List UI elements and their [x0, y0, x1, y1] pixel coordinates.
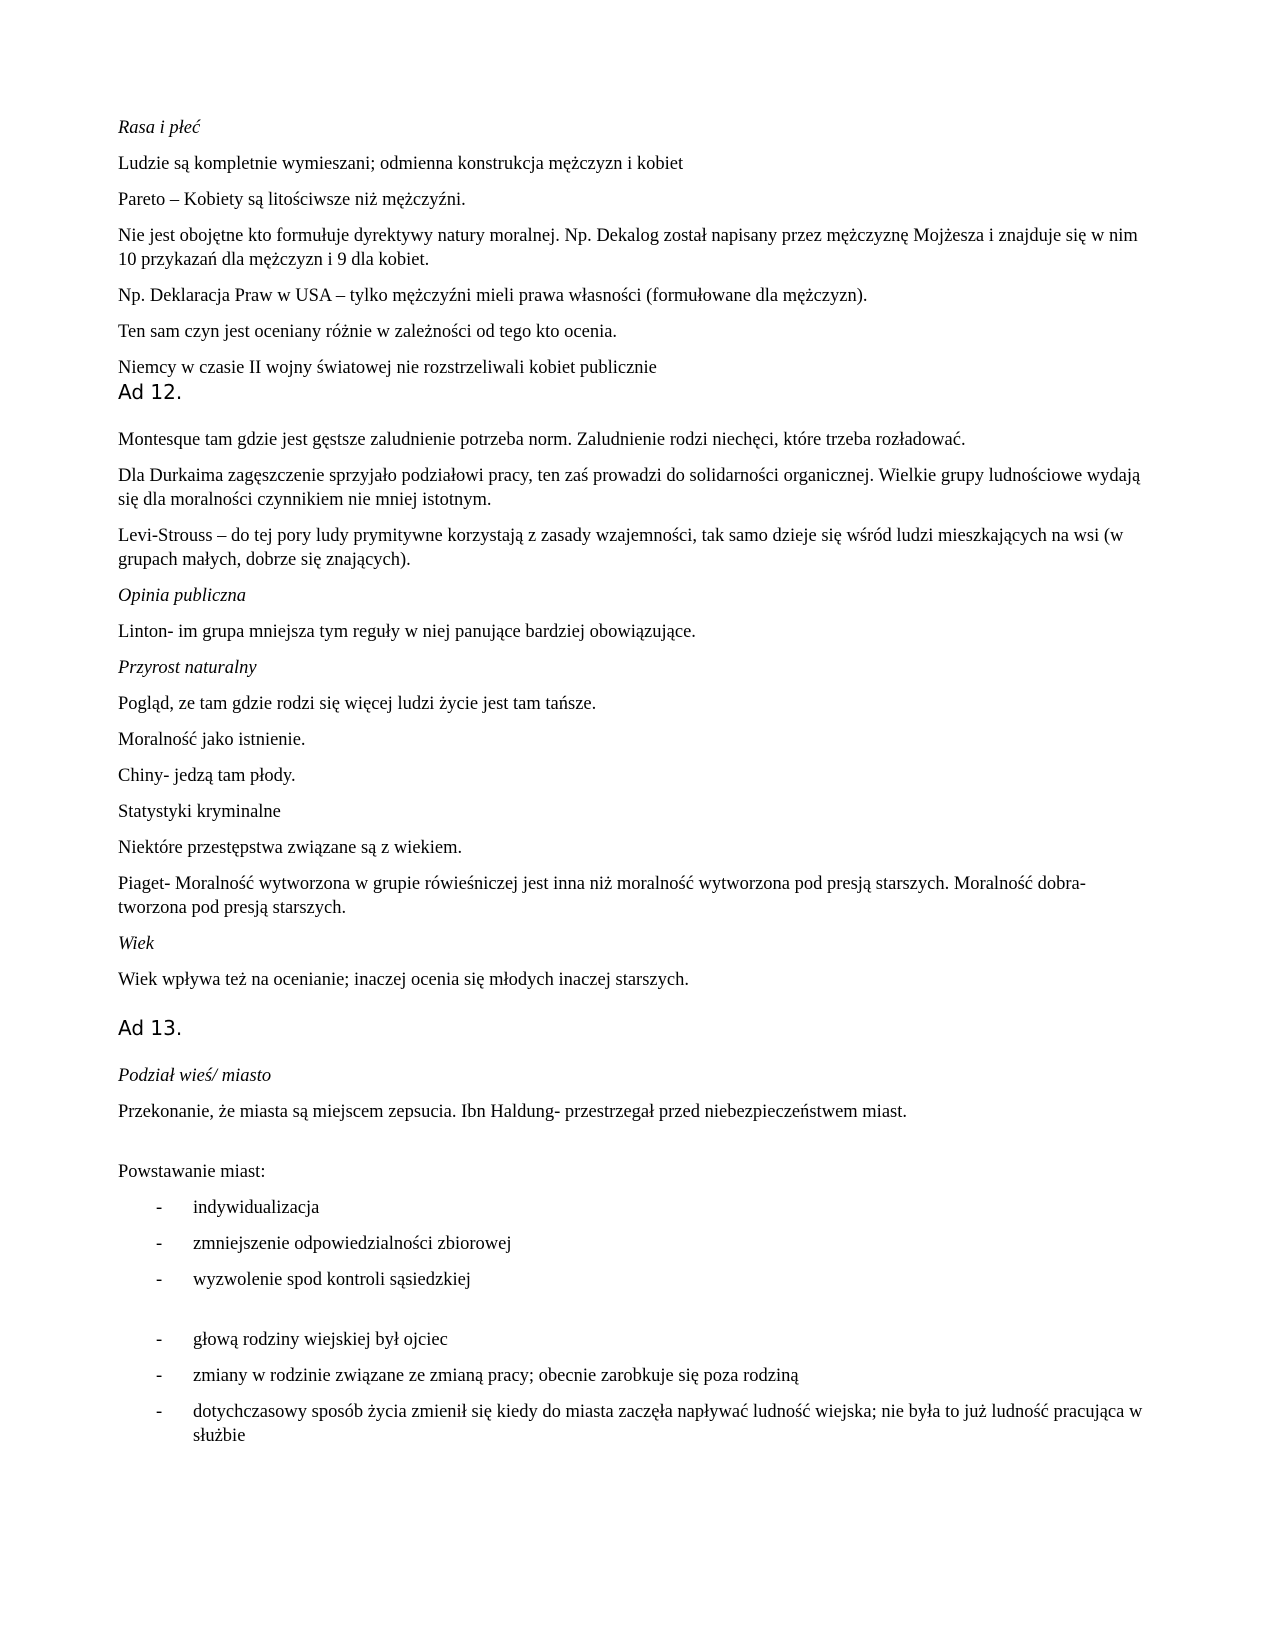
dash-bullet: - — [156, 1366, 163, 1386]
spacer — [118, 1040, 1158, 1064]
dash-bullet: - — [156, 1402, 163, 1422]
paragraph-powstawanie-miast: Powstawanie miast: — [118, 1162, 266, 1182]
paragraph: Levi-Strouss – do tej pory ludy prymitywne korzystają z zasady wzajemności, tak samo dzieje się wśród ludzi mieszkających na wsi (w grupach małych, dobrze się znających). — [118, 526, 1124, 570]
document-page — [118, 116, 1158, 1460]
list-item-text: głową rodziny wiejskiej był ojciec — [193, 1330, 448, 1350]
dash-bullet: - — [156, 1270, 163, 1290]
paragraph: Dla Durkaima zagęszczenie sprzyjało podziałowi pracy, ten zaś prowadzi do solidarności organicznej. Wielkie grupy ludnościowe wydają się dla moralności czynnikiem nie mniej istotnym. — [118, 466, 1141, 510]
paragraph: Przekonanie, że miasta są miejscem zepsucia. Ibn Haldung- przestrzegał przed niebezpieczeństwem miast. — [118, 1102, 907, 1122]
list-item-text: zmiany w rodzinie związane ze zmianą pracy; obecnie zarobkuje się poza rodziną — [193, 1366, 799, 1386]
paragraph: Chiny- jedzą tam płody. — [118, 766, 296, 786]
heading-ad-13: Ad 13. — [118, 1016, 183, 1040]
paragraph: Wiek wpływa też na ocenianie; inaczej ocenia się młodych inaczej starszych. — [118, 970, 689, 990]
list-item-text: wyzwolenie spod kontroli sąsiedzkiej — [193, 1270, 471, 1290]
subheading-statystyki-kryminalne: Statystyki kryminalne — [118, 802, 281, 822]
paragraph: Ten sam czyn jest oceniany różnie w zależności od tego kto ocenia. — [118, 322, 618, 342]
spacer — [118, 404, 1158, 428]
paragraph: Niektóre przestępstwa związane są z wiekiem. — [118, 838, 463, 858]
paragraph: Moralność jako istnienie. — [118, 730, 306, 750]
paragraph: Np. Deklaracja Praw w USA – tylko mężczyźni mieli prawa własności (formułowane dla mężczyzn). — [118, 286, 868, 306]
list-item — [118, 1232, 1158, 1256]
bullet-list-1 — [118, 1196, 1158, 1292]
subheading-wiek: Wiek — [118, 934, 154, 954]
paragraph: Montesque tam gdzie jest gęstsze zaludnienie potrzeba norm. Zaludnienie rodzi niechęci, które trzeba rozładować. — [118, 430, 966, 450]
heading-ad-12: Ad 12. — [118, 380, 183, 404]
list-item — [118, 1328, 1158, 1352]
bullet-list-2 — [118, 1328, 1158, 1448]
spacer — [118, 1136, 1158, 1160]
paragraph: Pareto – Kobiety są litościwsze niż mężczyźni. — [118, 190, 466, 210]
list-item — [118, 1268, 1158, 1292]
paragraph: Niemcy w czasie II wojny światowej nie rozstrzeliwali kobiet publicznie — [118, 358, 657, 378]
list-item-text: dotychczasowy sposób życia zmienił się kiedy do miasta zaczęła napływać ludność wiejska; nie była to już ludność pracująca w służbie — [193, 1402, 1143, 1446]
dash-bullet: - — [156, 1330, 163, 1350]
subheading-rasa-i-plec: Rasa i płeć — [118, 118, 201, 138]
list-item-text: zmniejszenie odpowiedzialności zbiorowej — [193, 1234, 512, 1254]
list-item — [118, 1196, 1158, 1220]
dash-bullet: - — [156, 1234, 163, 1254]
dash-bullet: - — [156, 1198, 163, 1218]
list-item — [118, 1400, 1158, 1448]
list-item-text: indywidualizacja — [193, 1198, 320, 1218]
paragraph: Piaget- Moralność wytworzona w grupie rówieśniczej jest inna niż moralność wytworzona pod presją starszych. Moralność dobra- tworzona pod presją starszych. — [118, 874, 1086, 918]
paragraph: Linton- im grupa mniejsza tym reguły w niej panujące bardziej obowiązujące. — [118, 622, 696, 642]
subheading-przyrost-naturalny: Przyrost naturalny — [118, 658, 257, 678]
paragraph: Ludzie są kompletnie wymieszani; odmienna konstrukcja mężczyzn i kobiet — [118, 154, 684, 174]
spacer — [118, 1004, 1158, 1016]
paragraph: Pogląd, ze tam gdzie rodzi się więcej ludzi życie jest tam tańsze. — [118, 694, 597, 714]
subheading-opinia-publiczna: Opinia publiczna — [118, 586, 246, 606]
spacer — [118, 1304, 1158, 1328]
list-item — [118, 1364, 1158, 1388]
paragraph: Nie jest obojętne kto formułuje dyrektywy natury moralnej. Np. Dekalog został napisany przez mężczyznę Mojżesza i znajduje się w nim 10 przykazań dla mężczyzn i 9 dla kobiet. — [118, 226, 1138, 270]
subheading-podzial-wies-miasto: Podział wieś/ miasto — [118, 1066, 272, 1086]
